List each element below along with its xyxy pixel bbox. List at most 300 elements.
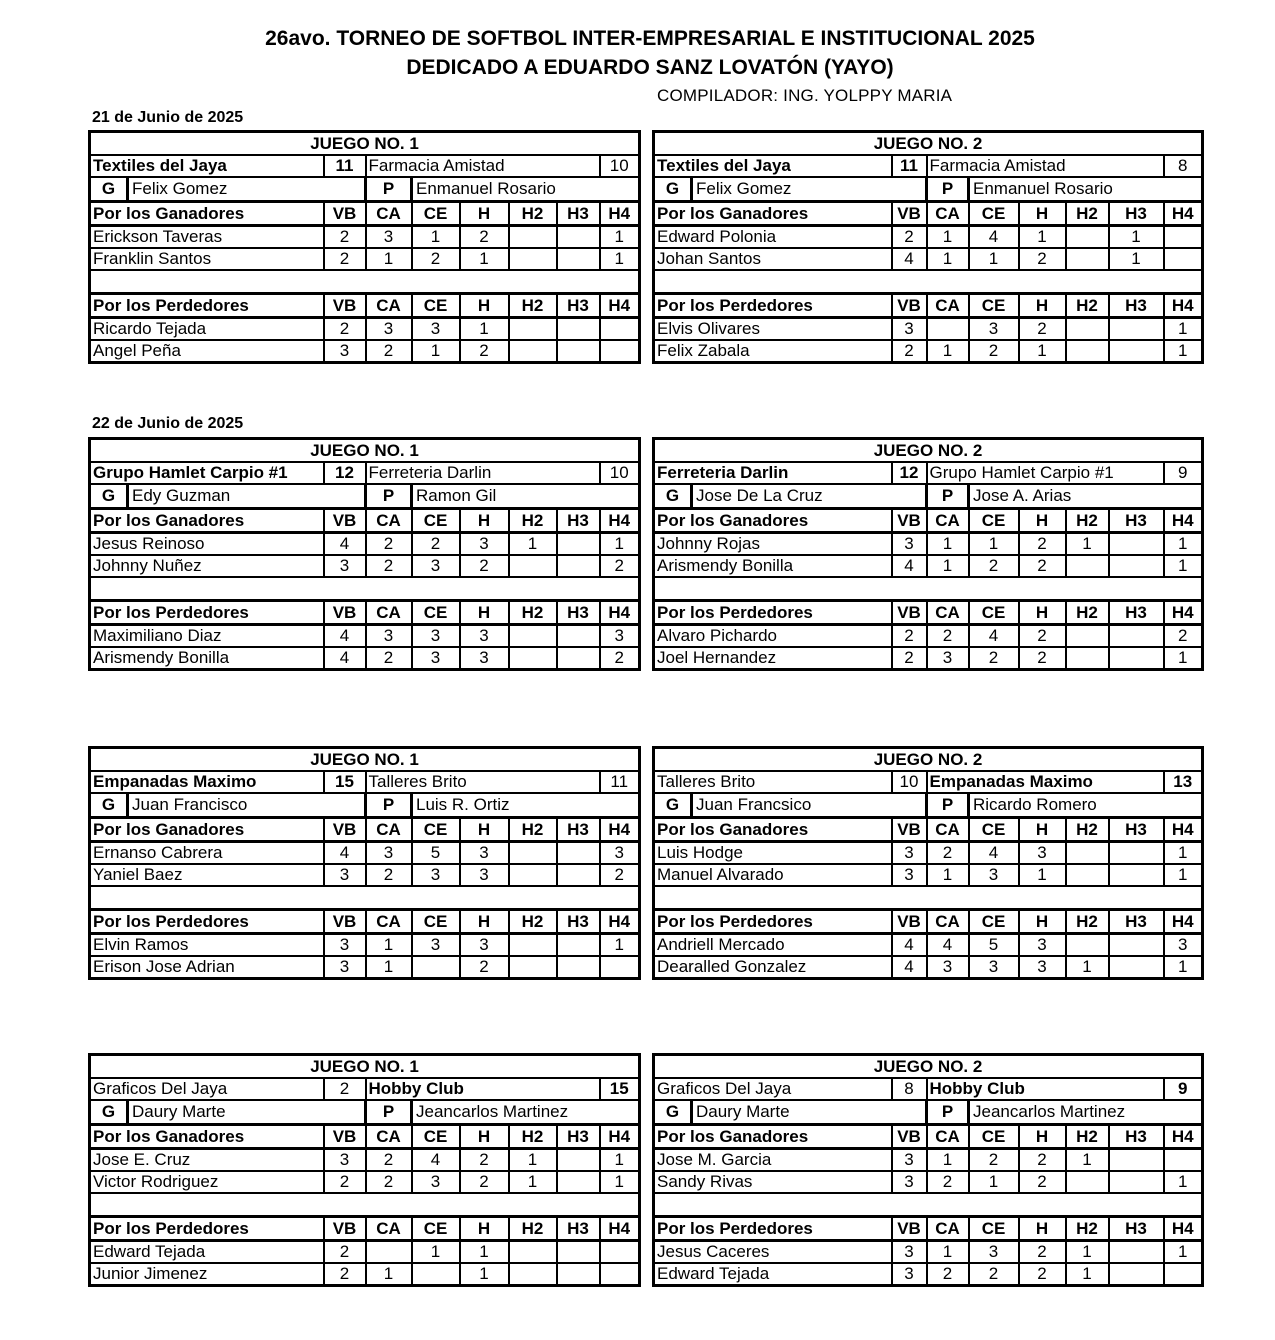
stat-value: 3: [324, 1149, 366, 1172]
stat-value: 3: [969, 318, 1019, 341]
stat-value: [557, 625, 600, 648]
stat-value: 3: [969, 956, 1019, 979]
stat-value: [1164, 248, 1203, 270]
stat-value: [509, 842, 557, 865]
stat-column-header: H2: [1066, 910, 1109, 934]
stat-value: 1: [366, 956, 412, 979]
stat-value: 1: [1164, 1171, 1203, 1193]
team-name: Talleres Brito: [654, 771, 892, 793]
stat-value: [1066, 842, 1109, 865]
stat-value: 3: [1019, 842, 1066, 865]
stat-column-header: H3: [557, 910, 600, 934]
stat-column-header: VB: [324, 202, 366, 226]
losers-header: Por los Perdedores: [90, 1217, 324, 1241]
stat-value: 1: [460, 1263, 509, 1286]
stat-value: 3: [324, 555, 366, 577]
stat-value: [509, 864, 557, 886]
stat-value: 5: [412, 842, 460, 865]
stat-column-header: H2: [1066, 1217, 1109, 1241]
stat-value: [1109, 647, 1164, 670]
stat-column-header: H3: [557, 601, 600, 625]
stat-column-header: H2: [509, 1125, 557, 1149]
pitchers-row: [90, 484, 640, 509]
winning-pitcher-label: G: [91, 178, 129, 200]
player-name: Manuel Alvarado: [654, 864, 892, 886]
stat-value: 1: [1164, 340, 1203, 363]
stat-value: 3: [460, 533, 509, 556]
stat-column-header: H4: [1164, 910, 1203, 934]
stat-value: 2: [460, 340, 509, 363]
losing-pitcher-label: P: [367, 178, 413, 200]
player-name: Arismendy Bonilla: [90, 647, 324, 670]
stat-value: 1: [927, 533, 969, 556]
stat-value: 1: [1164, 318, 1203, 341]
stat-column-header: H4: [600, 294, 640, 318]
player-row: [654, 226, 1203, 249]
player-row: [90, 647, 640, 670]
stat-value: 2: [1019, 1241, 1066, 1264]
stat-value: 2: [366, 555, 412, 577]
losing-pitcher-name: Jeancarlos Martinez: [973, 1102, 1126, 1121]
stat-value: 4: [927, 934, 969, 957]
stat-value: 3: [366, 625, 412, 648]
winning-pitcher-name: Felix Gomez: [129, 178, 367, 200]
stat-value: 1: [412, 226, 460, 249]
stat-column-header: H4: [600, 601, 640, 625]
stat-value: 1: [1109, 248, 1164, 270]
losing-pitcher-name: Enmanuel Rosario: [416, 179, 556, 198]
stat-column-header: H: [1019, 294, 1066, 318]
losing-pitcher-name: Ricardo Romero: [973, 795, 1097, 814]
stat-value: 2: [600, 647, 640, 670]
player-row: [654, 533, 1203, 556]
player-row: [654, 1171, 1203, 1193]
stat-column-header: H3: [557, 202, 600, 226]
player-name: Joel Hernandez: [654, 647, 892, 670]
stat-value: 2: [1019, 318, 1066, 341]
team-score: 8: [892, 1078, 927, 1100]
game-box-score: [652, 1053, 1204, 1287]
stat-column-header: CA: [927, 1125, 969, 1149]
player-name: Yaniel Baez: [90, 864, 324, 886]
game-box-score: [88, 1053, 641, 1287]
player-name: Elvis Olivares: [654, 318, 892, 341]
stat-value: 2: [927, 842, 969, 865]
stat-value: [557, 318, 600, 341]
player-name: Johan Santos: [654, 248, 892, 270]
team-score: 10: [892, 771, 927, 793]
stat-value: 1: [1066, 1241, 1109, 1264]
stat-value: [1066, 864, 1109, 886]
stat-value: 1: [460, 318, 509, 341]
stat-value: 2: [892, 226, 927, 249]
stat-value: 2: [412, 248, 460, 270]
player-name: Junior Jimenez: [90, 1263, 324, 1286]
stat-column-header: H3: [1109, 1217, 1164, 1241]
stat-value: 2: [1019, 1263, 1066, 1286]
team-name: Graficos Del Jaya: [654, 1078, 892, 1100]
stat-column-header: H: [460, 1125, 509, 1149]
stat-value: 1: [366, 248, 412, 270]
stat-column-header: H2: [509, 509, 557, 533]
player-row: [654, 318, 1203, 341]
stat-value: 1: [509, 1171, 557, 1193]
player-row: [90, 226, 640, 249]
player-name: Arismendy Bonilla: [654, 555, 892, 577]
stat-column-header: CE: [412, 818, 460, 842]
stat-value: 2: [460, 226, 509, 249]
stat-value: [1066, 318, 1109, 341]
stat-column-header: H4: [600, 202, 640, 226]
losing-pitcher-label: P: [928, 485, 970, 507]
stat-column-header: CE: [969, 818, 1019, 842]
stat-value: [1164, 226, 1203, 249]
stat-value: 2: [969, 555, 1019, 577]
stat-value: 1: [1066, 956, 1109, 979]
stat-value: 2: [969, 1263, 1019, 1286]
stat-value: 3: [412, 1171, 460, 1193]
stat-column-header: H2: [509, 202, 557, 226]
stat-value: [557, 1241, 600, 1264]
separator-row: [654, 577, 1203, 601]
stat-value: [1066, 248, 1109, 270]
game-box-score: [652, 746, 1204, 980]
stat-value: 4: [412, 1149, 460, 1172]
player-row: [90, 842, 640, 865]
stat-value: 2: [366, 1149, 412, 1172]
pitchers-row: [90, 177, 640, 202]
stat-value: 1: [1019, 340, 1066, 363]
stat-column-header: H: [1019, 601, 1066, 625]
team-score: 15: [600, 1078, 640, 1100]
stat-value: 3: [460, 934, 509, 957]
stat-value: 1: [600, 1171, 640, 1193]
losers-header: Por los Perdedores: [90, 601, 324, 625]
stat-value: [509, 248, 557, 270]
stat-value: [1066, 934, 1109, 957]
stat-value: [557, 934, 600, 957]
game-date: 21 de Junio de 2025: [92, 109, 244, 126]
player-row: [654, 555, 1203, 577]
stat-value: 3: [460, 647, 509, 670]
stat-column-header: H2: [509, 910, 557, 934]
team-score: 12: [892, 462, 927, 484]
separator-row: [654, 886, 1203, 910]
player-row: [654, 842, 1203, 865]
player-name: Andriell Mercado: [654, 934, 892, 957]
player-name: Jose M. Garcia: [654, 1149, 892, 1172]
stat-value: 3: [892, 318, 927, 341]
winning-pitcher-name: Daury Marte: [693, 1101, 928, 1123]
player-name: Ernanso Cabrera: [90, 842, 324, 865]
stat-value: [412, 1263, 460, 1286]
stat-value: 2: [366, 647, 412, 670]
stat-column-header: H2: [1066, 509, 1109, 533]
stat-column-header: VB: [892, 202, 927, 226]
team-score: 8: [1164, 155, 1203, 177]
stat-value: 2: [969, 647, 1019, 670]
stat-value: 1: [1164, 864, 1203, 886]
stat-value: 1: [969, 248, 1019, 270]
stat-value: [1066, 625, 1109, 648]
pitchers-row: [654, 177, 1203, 202]
stat-column-header: H: [1019, 1217, 1066, 1241]
stat-value: [557, 555, 600, 577]
separator-row: [90, 270, 640, 294]
stat-column-header: H4: [1164, 1125, 1203, 1149]
stat-value: 3: [892, 1241, 927, 1264]
game-box-score: [652, 437, 1204, 671]
stat-value: 3: [927, 647, 969, 670]
stat-column-header: H3: [1109, 509, 1164, 533]
stat-column-header: H2: [1066, 1125, 1109, 1149]
team-name: Hobby Club: [927, 1078, 1164, 1100]
stat-value: [509, 318, 557, 341]
stat-value: 3: [324, 864, 366, 886]
game-title: JUEGO NO. 2: [654, 439, 1203, 463]
stat-value: 4: [892, 248, 927, 270]
stat-column-header: H4: [1164, 1217, 1203, 1241]
stat-column-header: H3: [1109, 601, 1164, 625]
stat-column-header: H3: [1109, 294, 1164, 318]
winning-pitcher-label: G: [91, 485, 129, 507]
stat-column-header: CA: [927, 294, 969, 318]
stat-value: 3: [366, 226, 412, 249]
stat-column-header: CA: [366, 294, 412, 318]
stat-column-header: CA: [927, 202, 969, 226]
stat-value: 4: [324, 625, 366, 648]
winners-header: Por los Ganadores: [654, 818, 892, 842]
team-name: Textiles del Jaya: [90, 155, 324, 177]
separator-row: [90, 1193, 640, 1217]
stat-value: [1066, 340, 1109, 363]
stat-value: [509, 340, 557, 363]
separator-row: [90, 886, 640, 910]
stat-value: [412, 956, 460, 979]
player-row: [654, 934, 1203, 957]
stat-column-header: VB: [892, 910, 927, 934]
game-box-score: [88, 746, 641, 980]
stat-value: [1164, 1149, 1203, 1172]
stat-value: 1: [927, 1241, 969, 1264]
stat-value: [1109, 842, 1164, 865]
stat-column-header: H4: [600, 818, 640, 842]
stat-value: 3: [366, 842, 412, 865]
stat-column-header: CE: [412, 1217, 460, 1241]
stat-value: [1109, 533, 1164, 556]
stat-value: [1109, 1149, 1164, 1172]
stat-column-header: H3: [1109, 818, 1164, 842]
stat-value: [557, 248, 600, 270]
stat-column-header: CE: [412, 294, 460, 318]
stat-value: 2: [460, 1171, 509, 1193]
game-box-score: [652, 130, 1204, 364]
stat-column-header: H: [1019, 202, 1066, 226]
stat-value: [1066, 1171, 1109, 1193]
stat-value: 1: [366, 1263, 412, 1286]
stat-column-header: CA: [366, 1125, 412, 1149]
losers-header: Por los Perdedores: [90, 294, 324, 318]
losers-header: Por los Perdedores: [654, 910, 892, 934]
stat-value: 3: [892, 533, 927, 556]
dedication-title: DEDICADO A EDUARDO SANZ LOVATÓN (YAYO): [406, 56, 894, 79]
stat-value: 1: [460, 248, 509, 270]
stat-column-header: CA: [366, 910, 412, 934]
player-row: [654, 864, 1203, 886]
stat-column-header: H2: [509, 601, 557, 625]
stat-column-header: CA: [366, 601, 412, 625]
stat-column-header: H2: [1066, 294, 1109, 318]
stat-value: 3: [892, 1171, 927, 1193]
stat-column-header: VB: [324, 910, 366, 934]
stat-column-header: CE: [412, 202, 460, 226]
stat-value: 4: [969, 625, 1019, 648]
stat-value: 2: [892, 625, 927, 648]
stat-value: [509, 226, 557, 249]
stat-value: 4: [892, 934, 927, 957]
game-date: 22 de Junio de 2025: [92, 415, 244, 432]
player-name: Jesus Caceres: [654, 1241, 892, 1264]
stat-column-header: H: [460, 509, 509, 533]
team-name: Ferreteria Darlin: [654, 462, 892, 484]
player-name: Erickson Taveras: [90, 226, 324, 249]
player-row: [90, 1263, 640, 1286]
stat-value: 1: [509, 533, 557, 556]
stat-value: 1: [1164, 1241, 1203, 1264]
winners-header: Por los Ganadores: [90, 202, 324, 226]
stat-value: [1066, 555, 1109, 577]
stat-value: 2: [927, 1263, 969, 1286]
stat-column-header: H: [1019, 818, 1066, 842]
stat-column-header: H: [460, 1217, 509, 1241]
losing-pitcher-name: Luis R. Ortiz: [416, 795, 510, 814]
losing-pitcher-name: Enmanuel Rosario: [973, 179, 1113, 198]
stat-value: [1109, 555, 1164, 577]
stat-value: 2: [1019, 1171, 1066, 1193]
winners-header: Por los Ganadores: [90, 818, 324, 842]
stat-value: [509, 647, 557, 670]
player-name: Ricardo Tejada: [90, 318, 324, 341]
stat-value: 2: [1019, 1149, 1066, 1172]
player-name: Alvaro Pichardo: [654, 625, 892, 648]
stat-value: 1: [927, 340, 969, 363]
stat-value: [1109, 1171, 1164, 1193]
player-row: [654, 647, 1203, 670]
team-name: Farmacia Amistad: [927, 155, 1164, 177]
losing-pitcher-label: P: [928, 178, 970, 200]
stat-value: [557, 842, 600, 865]
stat-value: 1: [600, 533, 640, 556]
stat-column-header: CA: [366, 1217, 412, 1241]
stat-value: 4: [969, 842, 1019, 865]
stat-value: 2: [412, 533, 460, 556]
stat-value: 1: [412, 340, 460, 363]
team-score: 13: [1164, 771, 1203, 793]
team-name: Empanadas Maximo: [927, 771, 1164, 793]
stat-value: [1109, 625, 1164, 648]
stat-value: 4: [892, 956, 927, 979]
winning-pitcher-label: G: [91, 794, 129, 816]
winning-pitcher-label: G: [655, 178, 693, 200]
losing-pitcher-label: P: [367, 1101, 413, 1123]
team-score: 10: [600, 462, 640, 484]
stat-value: 3: [412, 555, 460, 577]
stat-value: [600, 1263, 640, 1286]
team-score: 2: [324, 1078, 366, 1100]
losers-header: Por los Perdedores: [654, 1217, 892, 1241]
stat-value: 2: [1019, 555, 1066, 577]
stat-column-header: H: [1019, 1125, 1066, 1149]
stat-value: 3: [412, 864, 460, 886]
stat-value: [1109, 1263, 1164, 1286]
stat-column-header: VB: [892, 509, 927, 533]
stat-value: [557, 864, 600, 886]
stat-value: [1109, 956, 1164, 979]
stat-value: 3: [324, 934, 366, 957]
stat-value: 3: [412, 934, 460, 957]
stat-column-header: VB: [324, 1125, 366, 1149]
stat-value: [600, 1241, 640, 1264]
pitchers-row: [654, 793, 1203, 818]
stat-value: 4: [324, 647, 366, 670]
stat-column-header: CE: [412, 601, 460, 625]
stat-column-header: H2: [1066, 818, 1109, 842]
stat-value: 1: [600, 934, 640, 957]
stat-column-header: VB: [892, 1217, 927, 1241]
stat-value: 2: [460, 956, 509, 979]
player-row: [90, 625, 640, 648]
stat-value: 2: [366, 340, 412, 363]
stat-value: 1: [1164, 555, 1203, 577]
player-name: Elvin Ramos: [90, 934, 324, 957]
stat-column-header: H2: [1066, 601, 1109, 625]
stat-value: [366, 1241, 412, 1264]
stat-value: 4: [892, 555, 927, 577]
stat-value: 2: [324, 248, 366, 270]
player-row: [654, 1241, 1203, 1264]
stat-value: 1: [509, 1149, 557, 1172]
stat-value: 3: [460, 864, 509, 886]
player-name: Edward Tejada: [90, 1241, 324, 1264]
losing-pitcher-label: P: [367, 794, 413, 816]
player-row: [654, 1263, 1203, 1286]
separator-row: [654, 1193, 1203, 1217]
stat-value: 3: [460, 842, 509, 865]
winning-pitcher-name: Juan Francisco: [129, 794, 367, 816]
separator-row: [90, 577, 640, 601]
winning-pitcher-name: Daury Marte: [129, 1101, 367, 1123]
stat-column-header: CE: [412, 910, 460, 934]
stat-value: 2: [892, 647, 927, 670]
losers-header: Por los Perdedores: [654, 294, 892, 318]
pitchers-row: [654, 484, 1203, 509]
tournament-title: 26avo. TORNEO DE SOFTBOL INTER-EMPRESARIAL E INSTITUCIONAL 2025: [265, 27, 1035, 50]
stat-value: 3: [460, 625, 509, 648]
player-name: Felix Zabala: [654, 340, 892, 363]
player-name: Angel Peña: [90, 340, 324, 363]
losing-pitcher-label: P: [928, 794, 970, 816]
stat-value: 3: [892, 1149, 927, 1172]
winning-pitcher-label: G: [655, 485, 693, 507]
player-row: [90, 1149, 640, 1172]
stat-value: 1: [927, 1149, 969, 1172]
player-name: Maximiliano Diaz: [90, 625, 324, 648]
stat-value: 3: [366, 318, 412, 341]
stat-column-header: CE: [969, 1125, 1019, 1149]
team-name: Hobby Club: [366, 1078, 600, 1100]
team-score: 9: [1164, 1078, 1203, 1100]
stat-column-header: H2: [1066, 202, 1109, 226]
